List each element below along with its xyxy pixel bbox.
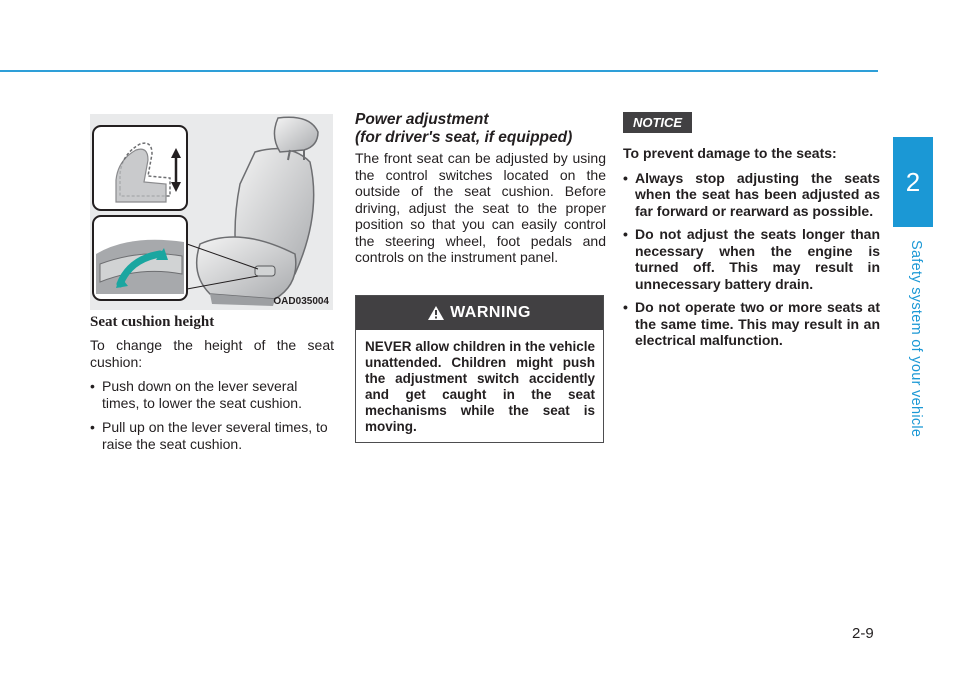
notice-list (623, 170, 880, 349)
figure-code: OAD035004 (273, 296, 329, 307)
section-heading-power-adjustment (355, 111, 607, 146)
chapter-tab[interactable] (893, 137, 933, 227)
notice-badge: NOTICE (623, 112, 692, 133)
power-adjustment-body: The front seat can be adjusted by using the control switches located on the outside of the seat cushion. Before driving, adjust the seat to the proper position so that you can easily control the steering wheel, foot pedals and controls on the instrument panel. (355, 150, 606, 265)
seat-illustration (90, 114, 333, 310)
list-item: • Push down on the lever several times, to lower the seat cushion. (90, 378, 334, 411)
list-item: • Always stop adjusting the seats when the seat has been adjusted as far forward or rearward as possible. (623, 170, 880, 220)
warning-box (355, 295, 604, 443)
header-rule (0, 70, 878, 72)
warning-title: WARNING (450, 304, 531, 321)
seat-cushion-text (90, 337, 334, 460)
seat-cushion-intro: To change the height of the seat cushion: (90, 337, 334, 370)
page-number: 2-9 (852, 625, 874, 642)
section-heading-seat-cushion: Seat cushion height (90, 314, 215, 330)
power-adjustment-title: Power adjustment (355, 111, 489, 128)
power-seat-icon (90, 114, 333, 310)
power-adjustment-subtitle: (for driver's seat, if equipped) (355, 128, 573, 146)
chapter-title: Safety system of your vehicle (908, 240, 924, 438)
warning-text: NEVER allow children in the vehicle unattended. Children might push the adjustment switch accidently and get caught in the seat mechanisms while the seat is moving. (365, 339, 595, 434)
notice-text (623, 145, 880, 356)
warning-triangle-icon (428, 306, 444, 320)
chapter-number: 2 (905, 166, 921, 197)
warning-header (356, 296, 603, 330)
list-item: • Do not operate two or more seats at the same time. This may result in an electrical malfunction. (623, 299, 880, 349)
list-item: • Do not adjust the seats longer than necessary when the engine is turned off. This may result in unnecessary battery drain. (623, 226, 880, 292)
notice-lead: To prevent damage to the seats: (623, 145, 837, 161)
seat-cushion-list (90, 378, 334, 452)
list-item: • Pull up on the lever several times, to raise the seat cushion. (90, 419, 334, 452)
